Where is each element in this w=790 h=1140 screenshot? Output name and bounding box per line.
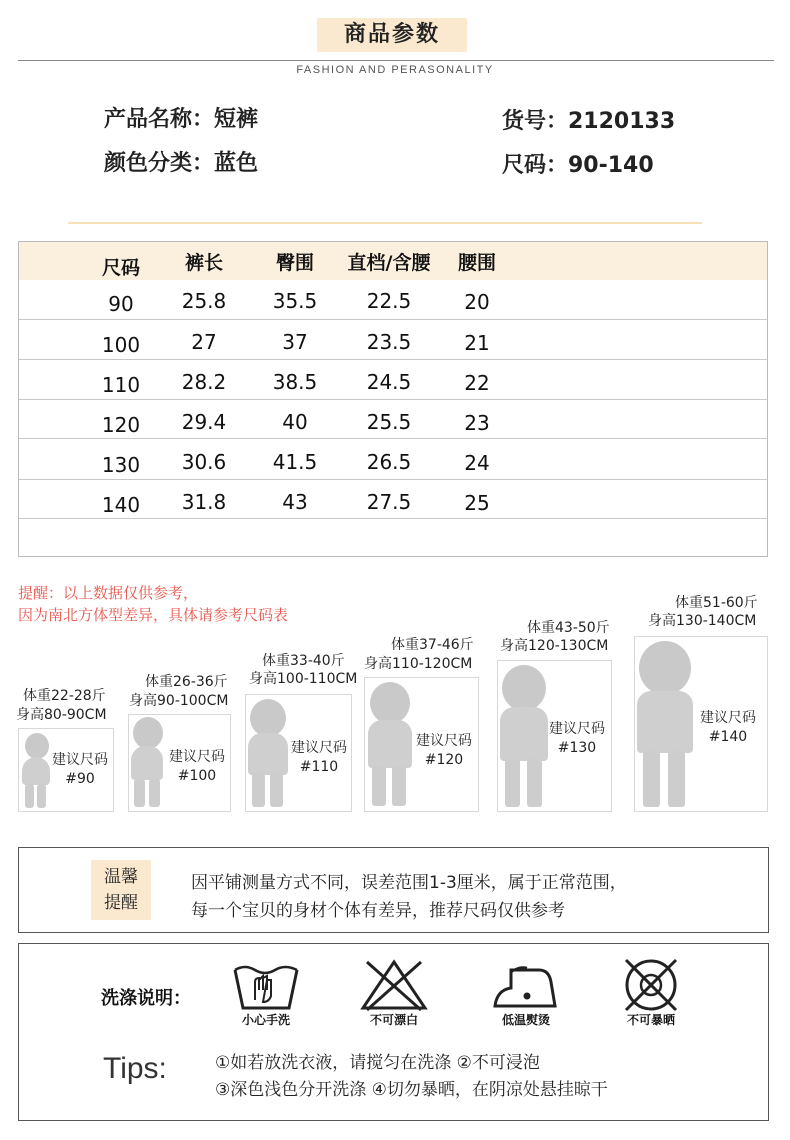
table-row-divider xyxy=(19,319,767,320)
table-row-divider xyxy=(19,359,767,360)
kid-weight: 体重51-60斤 xyxy=(675,595,758,611)
kid-suggest-label: 建议尺码 xyxy=(416,733,472,749)
reminder-box xyxy=(18,847,769,933)
child-leg-shape xyxy=(149,779,160,807)
page-title: 商品参数 xyxy=(343,22,440,47)
wash-caption: 小心手洗 xyxy=(241,1013,290,1027)
title-divider xyxy=(18,60,774,61)
product-size-range: 尺码：90-140 xyxy=(502,153,654,178)
kid-suggest-label: 建议尺码 xyxy=(291,740,347,756)
kid-height: 身高80-90CM xyxy=(16,707,107,723)
kid-height: 身高130-140CM xyxy=(648,613,757,629)
kid-suggest-label: 建议尺码 xyxy=(169,749,225,765)
child-leg-shape xyxy=(668,751,685,807)
table-header-cell: 直档/含腰 xyxy=(347,252,431,274)
table-header-row xyxy=(19,242,767,280)
table-cell: 25.5 xyxy=(366,410,412,434)
table-row-divider xyxy=(19,479,767,480)
table-cell: 110 xyxy=(101,373,141,397)
child-body-shape xyxy=(637,691,693,753)
table-cell: 35.5 xyxy=(272,289,318,313)
table-row-divider xyxy=(19,438,767,439)
kid-suggest-size: #100 xyxy=(177,768,217,784)
table-cell: 27.5 xyxy=(366,490,412,514)
reminder-text-line2: 每一个宝贝的身材个体有差异，推荐尺码仅供参考 xyxy=(191,901,565,921)
kid-card xyxy=(245,694,352,812)
kid-card xyxy=(634,636,768,812)
table-cell: 40 xyxy=(282,410,308,434)
kid-weight: 体重37-46斤 xyxy=(391,637,474,653)
table-cell: 100 xyxy=(101,333,141,357)
kid-weight: 体重43-50斤 xyxy=(527,620,610,636)
table-cell: 27 xyxy=(191,330,217,354)
no-sun-dry-icon xyxy=(614,958,688,1012)
table-cell: 41.5 xyxy=(272,450,318,474)
kid-suggest-size: #130 xyxy=(557,740,597,756)
child-silhouette-icon xyxy=(133,717,163,749)
table-cell: 31.8 xyxy=(181,490,227,514)
table-header-cell: 腰围 xyxy=(457,252,496,274)
kid-suggest-label: 建议尺码 xyxy=(52,752,108,768)
child-body-shape xyxy=(248,733,288,775)
child-leg-shape xyxy=(527,759,542,807)
table-cell: 130 xyxy=(101,453,141,477)
table-cell: 43 xyxy=(282,490,308,514)
table-cell: 26.5 xyxy=(366,450,412,474)
wash-title: 洗涤说明： xyxy=(101,988,191,1009)
table-row-divider xyxy=(19,518,767,519)
child-leg-shape xyxy=(372,766,386,806)
child-leg-shape xyxy=(25,784,34,808)
page-subtitle: FASHION AND PERASONALITY xyxy=(296,64,494,76)
table-cell: 24.5 xyxy=(366,370,412,394)
kid-suggest-size: #110 xyxy=(299,759,339,775)
table-cell: 22 xyxy=(464,371,490,395)
table-header-cell: 臀围 xyxy=(275,252,314,274)
reminder-text-line1: 因平铺测量方式不同，误差范围1-3厘米，属于正常范围， xyxy=(191,873,627,893)
child-body-shape xyxy=(500,707,548,761)
kid-suggest-size: #140 xyxy=(708,729,748,745)
kid-card xyxy=(18,728,114,812)
table-cell: 38.5 xyxy=(272,370,318,394)
child-leg-shape xyxy=(505,759,520,807)
wash-caption: 不可暴晒 xyxy=(626,1013,675,1027)
child-body-shape xyxy=(368,720,412,768)
info-divider xyxy=(68,222,702,224)
table-cell: 25 xyxy=(464,491,490,515)
table-header-cell: 尺码 xyxy=(101,257,140,279)
size-note-line1: 提醒：以上数据仅供参考， xyxy=(18,584,199,602)
child-leg-shape xyxy=(37,784,46,808)
table-row-divider xyxy=(19,399,767,400)
child-body-shape xyxy=(131,746,163,780)
child-silhouette-icon xyxy=(370,682,410,724)
product-name: 产品名称：短裤 xyxy=(104,107,259,132)
child-silhouette-icon xyxy=(502,665,546,711)
child-leg-shape xyxy=(252,773,265,807)
table-cell: 29.4 xyxy=(181,410,227,434)
child-leg-shape xyxy=(270,773,283,807)
kid-card xyxy=(128,714,231,812)
kid-weight: 体重22-28斤 xyxy=(23,688,106,704)
product-item-number: 货号：2120133 xyxy=(502,109,676,134)
wash-caption: 不可漂白 xyxy=(369,1013,418,1027)
table-cell: 28.2 xyxy=(181,370,227,394)
kid-height: 身高90-100CM xyxy=(129,693,229,709)
table-cell: 20 xyxy=(464,290,490,314)
table-cell: 120 xyxy=(101,413,141,437)
tips-label: Tips: xyxy=(103,1052,167,1085)
child-silhouette-icon xyxy=(250,699,286,737)
tip-line1: ①如若放洗衣液，请搅匀在洗涤 ②不可浸泡 xyxy=(215,1053,540,1073)
no-bleach-icon xyxy=(357,958,431,1012)
table-cell: 24 xyxy=(464,451,490,475)
table-cell: 37 xyxy=(282,330,308,354)
child-leg-shape xyxy=(392,766,406,806)
wash-caption: 低温熨烫 xyxy=(501,1013,550,1027)
wash-instructions-box xyxy=(18,943,769,1121)
kid-height: 身高120-130CM xyxy=(500,638,609,654)
table-cell: 21 xyxy=(464,331,490,355)
kid-height: 身高110-120CM xyxy=(364,656,473,672)
child-silhouette-icon xyxy=(25,733,49,759)
tip-line2: ③深色浅色分开洗涤 ④切勿暴晒，在阴凉处悬挂晾干 xyxy=(215,1080,608,1100)
table-cell: 90 xyxy=(108,292,134,316)
kid-card xyxy=(364,677,479,812)
reminder-tag-line2: 提醒 xyxy=(104,893,138,913)
table-cell: 22.5 xyxy=(366,289,412,313)
reminder-tag-line1: 温馨 xyxy=(104,867,138,887)
kid-suggest-size: #120 xyxy=(424,752,464,768)
low-temp-iron-icon xyxy=(489,958,563,1012)
table-cell: 25.8 xyxy=(181,289,227,313)
child-leg-shape xyxy=(134,779,145,807)
kid-card xyxy=(497,660,612,812)
size-table xyxy=(18,241,768,557)
size-note-line2: 因为南北方体型差异，具体请参考尺码表 xyxy=(18,606,289,624)
kid-weight: 体重26-36斤 xyxy=(145,674,228,690)
table-cell: 23 xyxy=(464,411,490,435)
child-leg-shape xyxy=(643,751,660,807)
child-body-shape xyxy=(22,757,50,785)
reminder-tag xyxy=(91,860,151,920)
table-cell: 23.5 xyxy=(366,330,412,354)
kid-weight: 体重33-40斤 xyxy=(262,653,345,669)
kid-suggest-size: #90 xyxy=(65,771,95,787)
child-silhouette-icon xyxy=(639,641,691,695)
hand-wash-icon xyxy=(229,958,303,1012)
kid-suggest-label: 建议尺码 xyxy=(700,710,756,726)
table-cell: 30.6 xyxy=(181,450,227,474)
kid-height: 身高100-110CM xyxy=(249,671,358,687)
table-cell: 140 xyxy=(101,493,141,517)
kid-suggest-label: 建议尺码 xyxy=(549,721,605,737)
table-header-cell: 裤长 xyxy=(184,252,223,274)
product-color: 颜色分类：蓝色 xyxy=(104,151,259,176)
